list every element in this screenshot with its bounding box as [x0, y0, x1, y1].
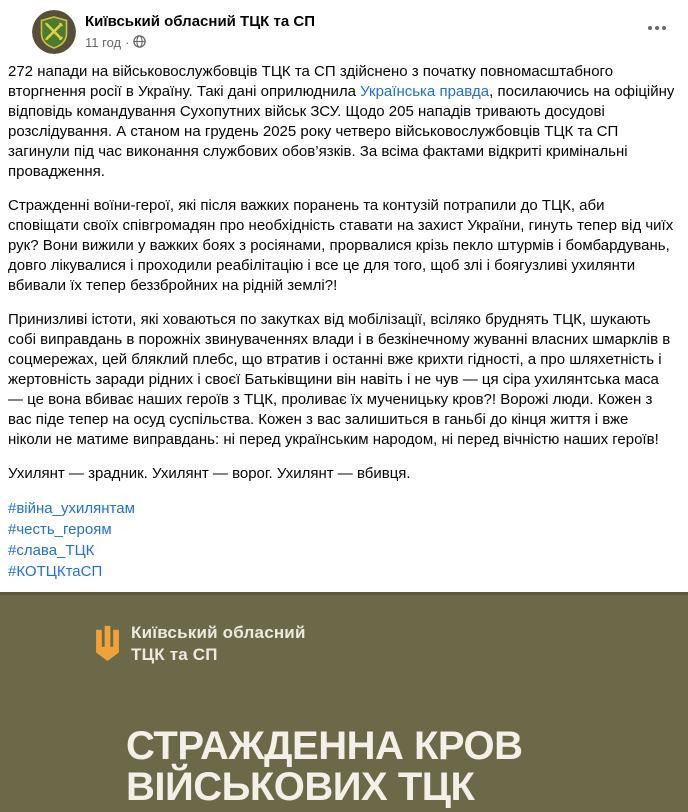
hashtag-link[interactable]: #слава_ТЦК [8, 542, 95, 559]
image-brand-line1: Київський обласний [131, 623, 306, 642]
post-header [0, 0, 688, 54]
image-headline-line1: СТРАЖДЕННА КРОВ [126, 724, 523, 768]
paragraph-1-before: 272 напади на військовослужбовців ТЦК та СП здійснено з початку повномасштабного вторгнення росії в Україну. Такі дані оприлюднила [8, 63, 614, 100]
paragraph-4: Ухилянт — зрадник. Ухилянт — ворог. Ухилянт — вбивця. [8, 465, 411, 482]
image-headline-line2: ВІЙСЬКОВИХ ТЦК [126, 765, 475, 809]
meta-separator: · [125, 35, 130, 50]
hashtag-list [8, 498, 676, 582]
page-avatar[interactable] [32, 10, 76, 54]
ukrainska-pravda-link[interactable]: Українська правда [360, 83, 490, 100]
paragraph-1-after: , посилаючись на офіційну відповідь командування Сухопутних військ ЗСУ. Щодо 205 нападів тривають досудові розслідування. А станом на грудень 2025 року четверо військовослужбовців ТЦК та СП загинули під час виконання службових обов’язків. За всіма фактами відкриті кримінальні провадження. [8, 83, 675, 180]
globe-icon [133, 35, 146, 52]
paragraph-1 [8, 62, 676, 182]
image-top-shade [0, 592, 688, 595]
unit-emblem-icon [32, 10, 76, 54]
header-info [85, 10, 315, 52]
more-dot-icon [662, 26, 666, 30]
page-name-link[interactable]: Київський обласний ТЦК та СП [85, 13, 315, 30]
image-headline [126, 726, 523, 808]
hashtag-link[interactable]: #війна_ухилянтам [8, 500, 135, 517]
image-brand-block [94, 622, 306, 667]
more-dot-icon [648, 26, 652, 30]
trident-icon [94, 622, 121, 667]
post-image-attachment[interactable] [0, 592, 688, 812]
post-text [0, 54, 688, 582]
more-dot-icon [655, 26, 659, 30]
hashtag-link[interactable]: #КОТЦКтаСП [8, 563, 103, 580]
image-brand-line2: ТЦК та СП [131, 645, 218, 664]
post-meta [85, 34, 315, 52]
image-brand-text [131, 622, 306, 666]
paragraph-2: Стражденні воїни-герої, які після важких поранень та контузій потрапили до ТЦК, аби сповіщати своїх співгромадян про необхідність ставати на захист України, гинуть тепер від чиїх рук? Вони вижили у важких боях з росіянами, прорвалися крізь пекло штурмів і бомбардувань, довго лікувалися і проходили реабілітацію і все це для того, щоб злі і боягузливі ухилянти вбивали їх тепер беззбройних на рідній землі?! [8, 197, 674, 294]
paragraph-3: Принизливі істоти, які ховаються по закутках від мобілізації, всіляко бруднять ТЦК, шукають собі виправдань в порожніх звинуваченнях влади і в безкінечному жуванні власних шмарклів в соцмережах, цей бляклий плебс, що втратив і останні вже крихти гідності, а про шляхетність і жертовність заради рідних і своєї Батьківщини він навіть і не чув — ця сіра ухилянтська маса — це вона вбиває наших героїв з ТЦК, проливає їх мученицьку кров?! Ворожі люди. Кожен з вас піде тепер на осуд суспільства. Кожен з вас залишиться в ганьбі до кінця життя і вже ніколи не матиме виправдань: ні перед українським народом, ні перед вічністю наших героїв! [8, 311, 671, 448]
hashtag-link[interactable]: #честь_героям [8, 521, 112, 538]
more-options-button[interactable] [640, 16, 674, 40]
timestamp-link[interactable]: 11 год [85, 35, 122, 50]
